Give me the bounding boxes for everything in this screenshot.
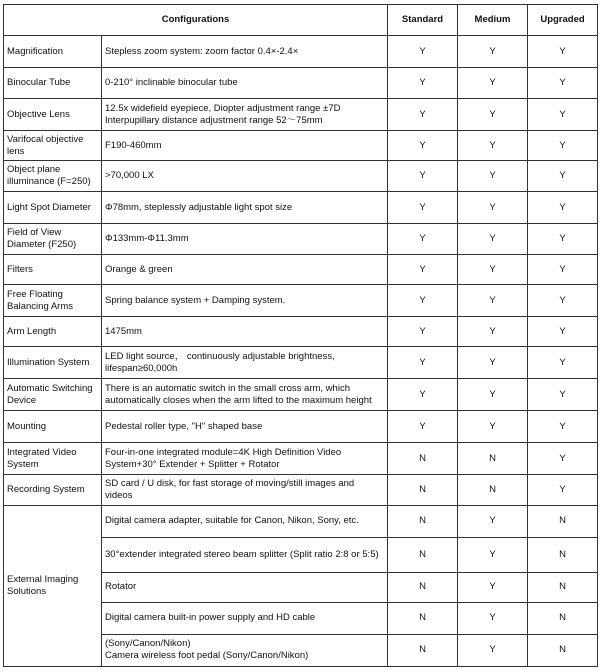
table-row xyxy=(4,131,598,161)
row-description: Pedestal roller type, "H" shaped base xyxy=(102,411,388,443)
medium-mark: N xyxy=(458,474,528,505)
configurations-table xyxy=(3,4,598,667)
medium-mark: Y xyxy=(458,411,528,443)
table-row xyxy=(4,36,598,68)
row-description: F190-460mm xyxy=(102,131,388,161)
row-description: 1475mm xyxy=(102,317,388,347)
table-row xyxy=(4,224,598,255)
table-row xyxy=(4,505,598,537)
upgraded-mark: N xyxy=(528,505,598,537)
row-description: Stepless zoom system: zoom factor 0.4×-2.4× xyxy=(102,36,388,68)
row-label: Mounting xyxy=(4,411,102,443)
header-standard: Standard xyxy=(388,5,458,36)
row-label: Arm Length xyxy=(4,317,102,347)
row-description: 30°extender integrated stereo beam splitter (Split ratio 2:8 or 5:5) xyxy=(102,537,388,572)
row-description: Φ133mm-Φ11.3mm xyxy=(102,224,388,255)
medium-mark: Y xyxy=(458,505,528,537)
row-description: Φ78mm, steplessly adjustable light spot size xyxy=(102,192,388,224)
medium-mark: Y xyxy=(458,224,528,255)
medium-mark: N xyxy=(458,443,528,474)
medium-mark: Y xyxy=(458,161,528,192)
upgraded-mark: N xyxy=(528,634,598,666)
row-label: Binocular Tube xyxy=(4,68,102,99)
upgraded-mark: Y xyxy=(528,474,598,505)
row-description: There is an automatic switch in the small cross arm, which automatically closes when the arm lifted to the maximum height xyxy=(102,379,388,411)
table-body xyxy=(4,36,598,667)
standard-mark: Y xyxy=(388,379,458,411)
row-description: Orange & green xyxy=(102,255,388,285)
table-row xyxy=(4,443,598,474)
standard-mark: Y xyxy=(388,224,458,255)
row-label: Varifocal objective lens xyxy=(4,131,102,161)
header-upgraded: Upgraded xyxy=(528,5,598,36)
medium-mark: Y xyxy=(458,379,528,411)
standard-mark: N xyxy=(388,572,458,602)
row-label: Integrated Video System xyxy=(4,443,102,474)
row-description: >70,000 LX xyxy=(102,161,388,192)
row-label: Recording System xyxy=(4,474,102,505)
upgraded-mark: N xyxy=(528,537,598,572)
medium-mark: Y xyxy=(458,99,528,131)
table-row xyxy=(4,99,598,131)
header-row xyxy=(4,5,598,36)
upgraded-mark: Y xyxy=(528,161,598,192)
row-description: LED light source， continuously adjustable brightness, lifespan≥60,000h xyxy=(102,347,388,379)
table-row xyxy=(4,192,598,224)
standard-mark: N xyxy=(388,634,458,666)
table-row xyxy=(4,474,598,505)
upgraded-mark: N xyxy=(528,572,598,602)
table-row xyxy=(4,255,598,285)
table-row xyxy=(4,285,598,317)
row-label: Free Floating Balancing Arms xyxy=(4,285,102,317)
medium-mark: Y xyxy=(458,634,528,666)
table-row xyxy=(4,161,598,192)
standard-mark: N xyxy=(388,602,458,634)
upgraded-mark: Y xyxy=(528,285,598,317)
upgraded-mark: Y xyxy=(528,36,598,68)
medium-mark: Y xyxy=(458,255,528,285)
row-description: Spring balance system + Damping system. xyxy=(102,285,388,317)
row-description: 0-210° inclinable binocular tube xyxy=(102,68,388,99)
row-label: Automatic Switching Device xyxy=(4,379,102,411)
upgraded-mark: Y xyxy=(528,317,598,347)
row-label: Magnification xyxy=(4,36,102,68)
standard-mark: Y xyxy=(388,411,458,443)
medium-mark: Y xyxy=(458,602,528,634)
standard-mark: Y xyxy=(388,285,458,317)
standard-mark: Y xyxy=(388,36,458,68)
upgraded-mark: Y xyxy=(528,68,598,99)
standard-mark: Y xyxy=(388,317,458,347)
header-medium: Medium xyxy=(458,5,528,36)
upgraded-mark: Y xyxy=(528,99,598,131)
row-label: Field of View Diameter (F250) xyxy=(4,224,102,255)
upgraded-mark: Y xyxy=(528,443,598,474)
standard-mark: Y xyxy=(388,161,458,192)
row-description: Digital camera adapter, suitable for Canon, Nikon, Sony, etc. xyxy=(102,505,388,537)
row-description: SD card / U disk, for fast storage of moving/still images and videos xyxy=(102,474,388,505)
upgraded-mark: Y xyxy=(528,255,598,285)
row-label: Light Spot Diameter xyxy=(4,192,102,224)
row-description: (Sony/Canon/Nikon) Camera wireless foot pedal (Sony/Canon/Nikon) xyxy=(102,634,388,666)
table-row xyxy=(4,317,598,347)
standard-mark: N xyxy=(388,474,458,505)
table-row xyxy=(4,379,598,411)
standard-mark: Y xyxy=(388,255,458,285)
external-imaging-label: External Imaging Solutions xyxy=(4,505,102,666)
row-description: Rotator xyxy=(102,572,388,602)
standard-mark: Y xyxy=(388,131,458,161)
standard-mark: N xyxy=(388,537,458,572)
upgraded-mark: N xyxy=(528,602,598,634)
medium-mark: Y xyxy=(458,317,528,347)
standard-mark: Y xyxy=(388,68,458,99)
medium-mark: Y xyxy=(458,131,528,161)
table-row xyxy=(4,347,598,379)
medium-mark: Y xyxy=(458,347,528,379)
upgraded-mark: Y xyxy=(528,224,598,255)
medium-mark: Y xyxy=(458,192,528,224)
row-label: Filters xyxy=(4,255,102,285)
standard-mark: N xyxy=(388,505,458,537)
upgraded-mark: Y xyxy=(528,192,598,224)
row-label: Object plane illuminance (F=250) xyxy=(4,161,102,192)
row-label: Objective Lens xyxy=(4,99,102,131)
upgraded-mark: Y xyxy=(528,379,598,411)
medium-mark: Y xyxy=(458,572,528,602)
table-row xyxy=(4,411,598,443)
row-description: Four-in-one integrated module=4K High Definition Video System+30° Extender + Splitter + Rotator xyxy=(102,443,388,474)
standard-mark: Y xyxy=(388,192,458,224)
medium-mark: Y xyxy=(458,537,528,572)
row-label: Illumination System xyxy=(4,347,102,379)
medium-mark: Y xyxy=(458,68,528,99)
medium-mark: Y xyxy=(458,285,528,317)
table-row xyxy=(4,68,598,99)
upgraded-mark: Y xyxy=(528,131,598,161)
medium-mark: Y xyxy=(458,36,528,68)
standard-mark: N xyxy=(388,443,458,474)
row-description: 12.5x widefield eyepiece, Diopter adjustment range ±7D Interpupillary distance adjustment range 52～75mm xyxy=(102,99,388,131)
row-description: Digital camera built-in power supply and HD cable xyxy=(102,602,388,634)
standard-mark: Y xyxy=(388,99,458,131)
standard-mark: Y xyxy=(388,347,458,379)
header-configurations: Configurations xyxy=(4,5,388,36)
upgraded-mark: Y xyxy=(528,411,598,443)
upgraded-mark: Y xyxy=(528,347,598,379)
